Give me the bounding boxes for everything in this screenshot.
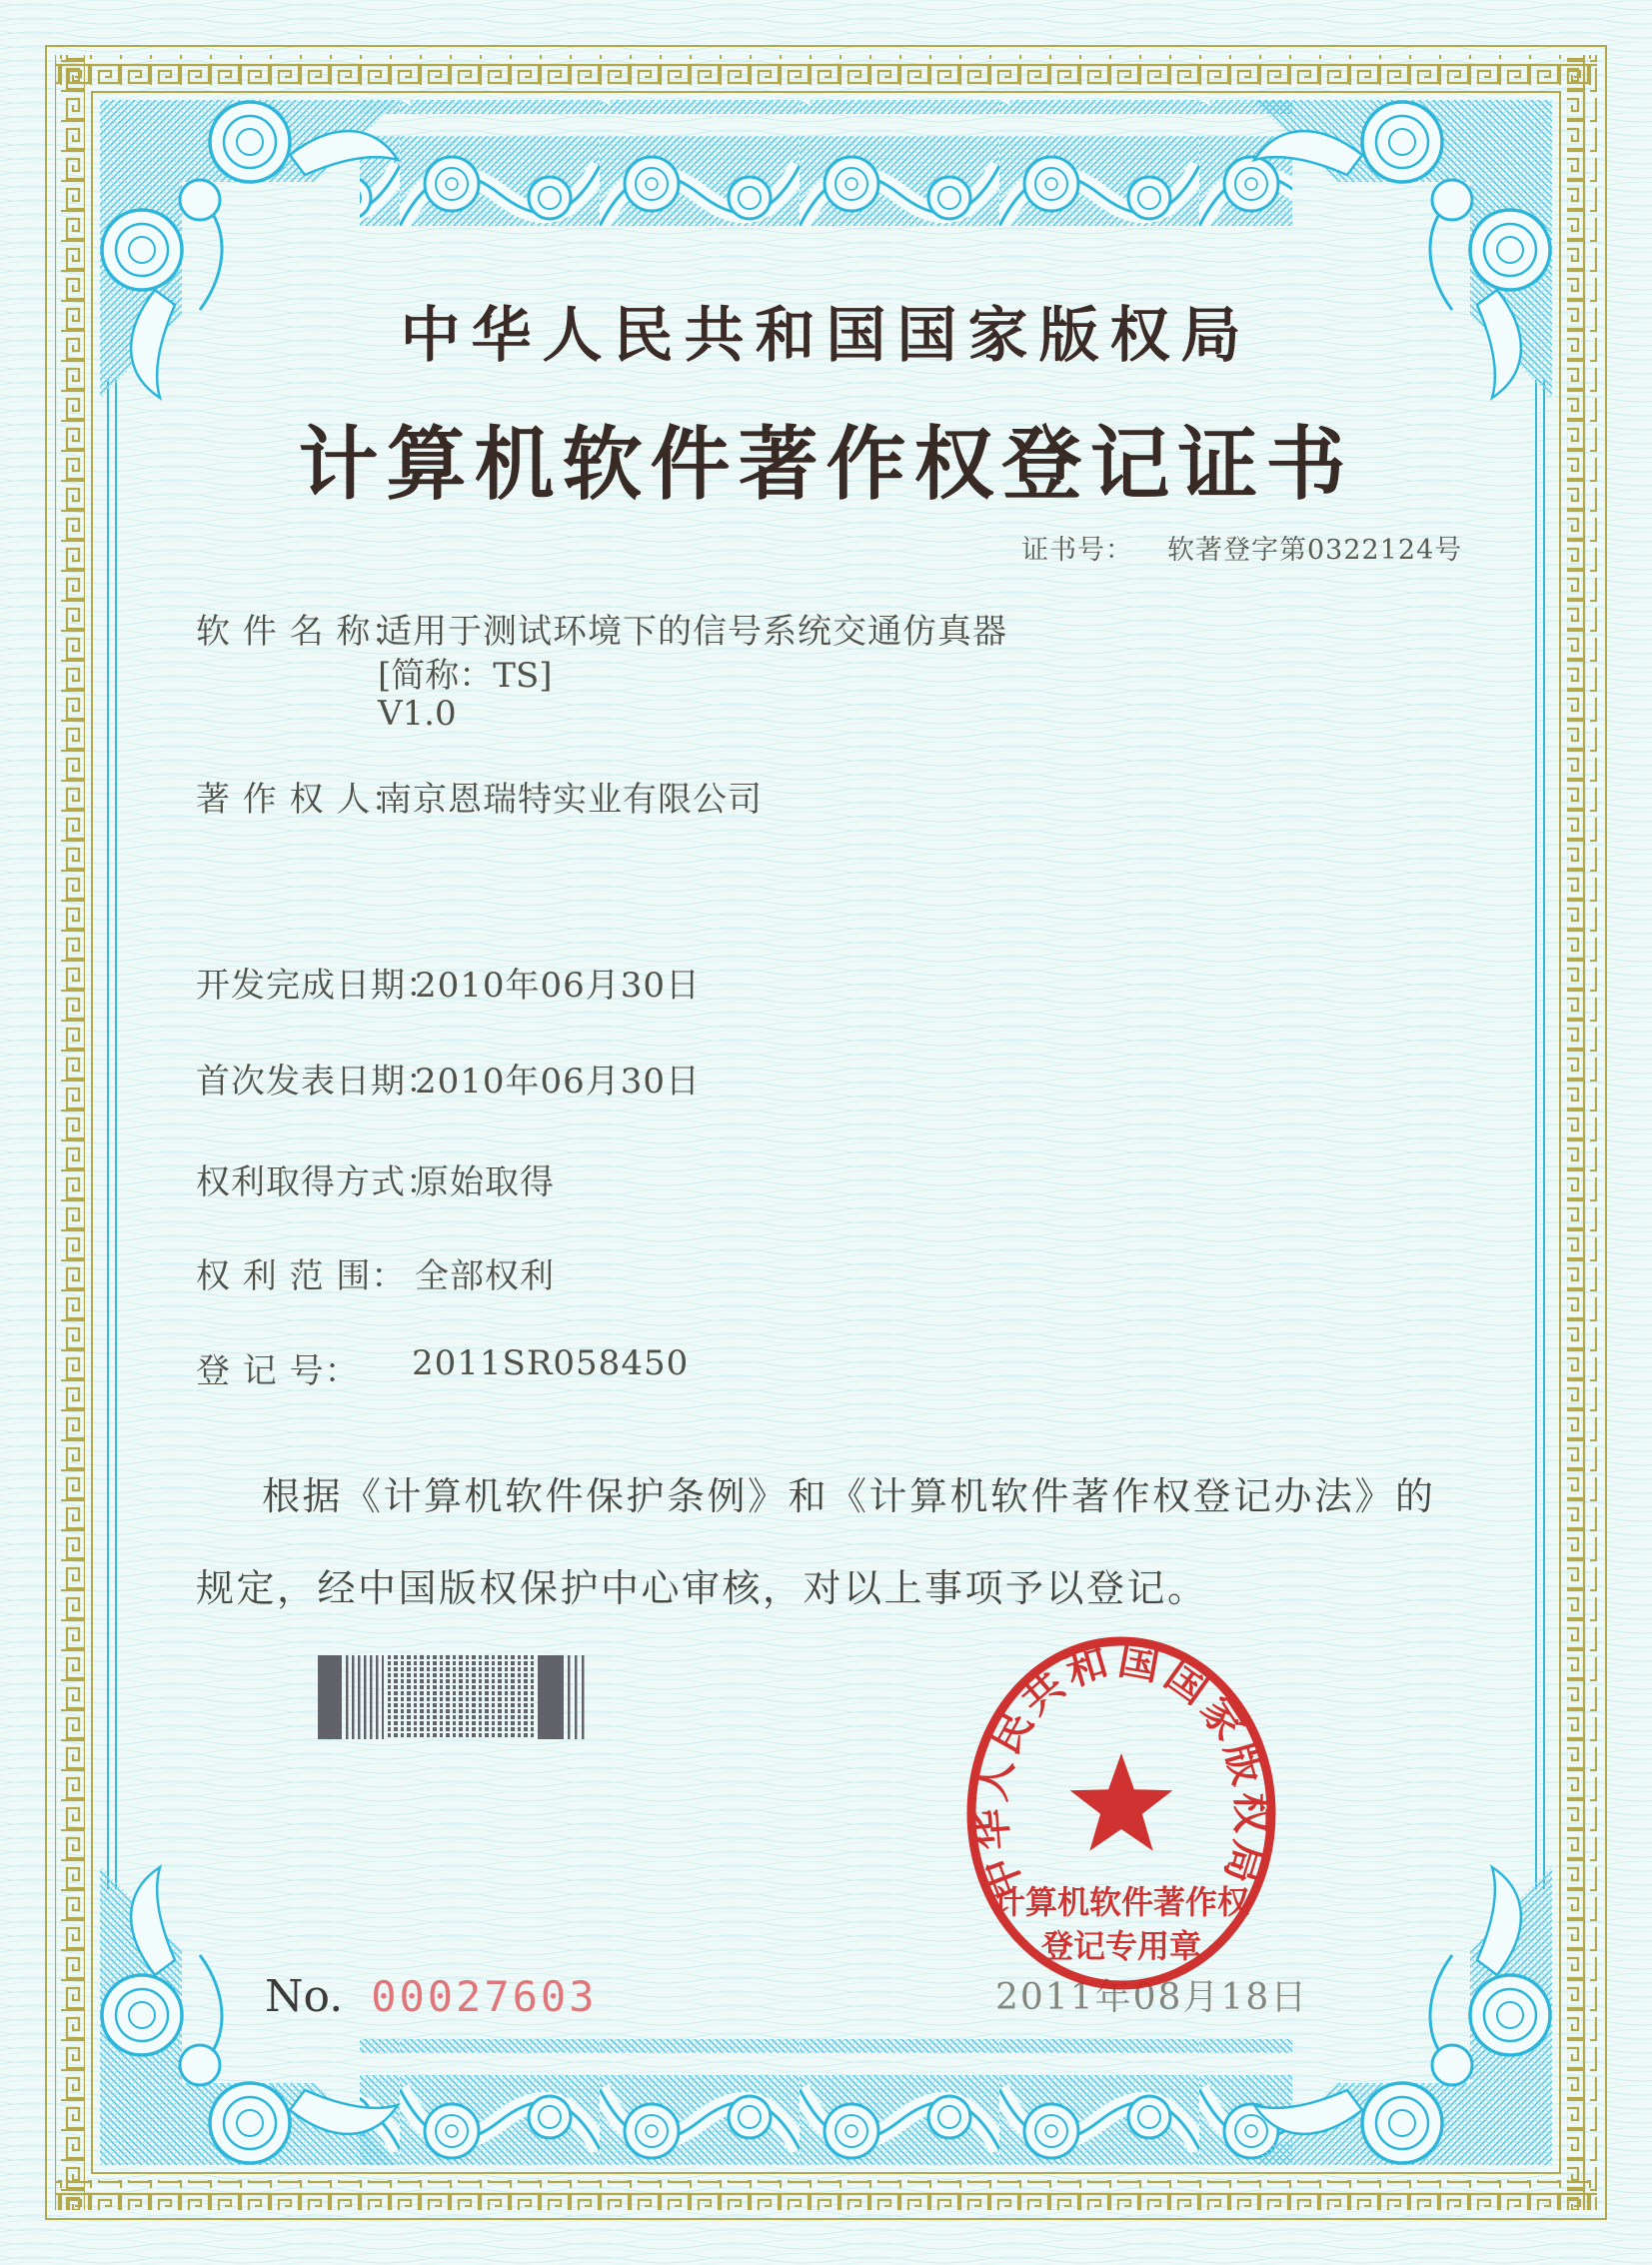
statement-line-1: 根据《计算机软件保护条例》和《计算机软件著作权登记办法》的 [262, 1474, 1436, 1518]
issue-date: 2011年08月18日 [995, 1977, 1309, 2018]
software-name-row [196, 604, 1007, 653]
barcode-data-matrix [388, 1655, 534, 1739]
dev-complete-date-value: 2010年06月30日 [415, 966, 702, 1006]
copyright-owner-value: 南京恩瑞特实业有限公司 [378, 780, 763, 820]
rights-acquisition-value: 原始取得 [415, 1162, 555, 1202]
software-short-name: [简称：TS] [378, 656, 553, 696]
rights-scope-row [196, 1248, 555, 1297]
certificate-number-label: 证书号： [1021, 535, 1133, 566]
registration-number-label: 登 记 号： [196, 1351, 360, 1391]
serial-prefix: No. [265, 1971, 344, 2022]
issuing-authority-title: 中华人民共和国国家版权局 [400, 301, 1252, 371]
dev-complete-date-label: 开发完成日期： [196, 966, 441, 1006]
official-seal [949, 1621, 1294, 2021]
registration-number-value: 2011SR058450 [412, 1343, 690, 1383]
barcode-stop-block [538, 1655, 564, 1739]
first-publish-date-row [196, 1054, 702, 1103]
first-publish-date-label: 首次发表日期： [196, 1062, 441, 1102]
certificate-number-value: 软著登字第0322124号 [1167, 535, 1463, 566]
serial-digits: 00027603 [371, 1972, 598, 2021]
copyright-owner-row [196, 772, 763, 821]
first-publish-date-value: 2010年06月30日 [415, 1062, 702, 1102]
seal-text-line2: 登记专用章 [1040, 1927, 1202, 1965]
rights-scope-value: 全部权利 [415, 1256, 555, 1296]
rights-acquisition-row [196, 1154, 555, 1203]
seal-ring-text: 中华人民共和国国家版权局 [965, 1635, 1276, 1906]
rights-acquisition-label: 权利取得方式： [196, 1162, 441, 1202]
seal-star-icon [1070, 1753, 1173, 1851]
rights-scope-label: 权 利 范 围： [196, 1256, 407, 1296]
copyright-owner-label: 著 作 权 人： [196, 780, 407, 820]
registration-number-row [196, 1343, 690, 1392]
barcode-stop-lines [568, 1655, 588, 1739]
software-name-value: 适用于测试环境下的信号系统交通仿真器 [378, 612, 1007, 652]
software-version: V1.0 [378, 694, 457, 734]
seal-text-line1: 计算机软件著作权 [992, 1883, 1250, 1921]
statement-line-2: 规定，经中国版权保护中心审核，对以上事项予以登记。 [196, 1566, 1208, 1610]
dev-complete-date-row [196, 958, 702, 1007]
certificate-title: 计算机软件著作权登记证书 [298, 417, 1354, 511]
barcode [318, 1655, 618, 1739]
software-name-label: 软 件 名 称： [196, 612, 407, 652]
barcode-start-block [318, 1655, 342, 1739]
certificate-number [1021, 528, 1462, 567]
serial-number [265, 1971, 598, 2022]
barcode-start-lines [346, 1655, 384, 1739]
